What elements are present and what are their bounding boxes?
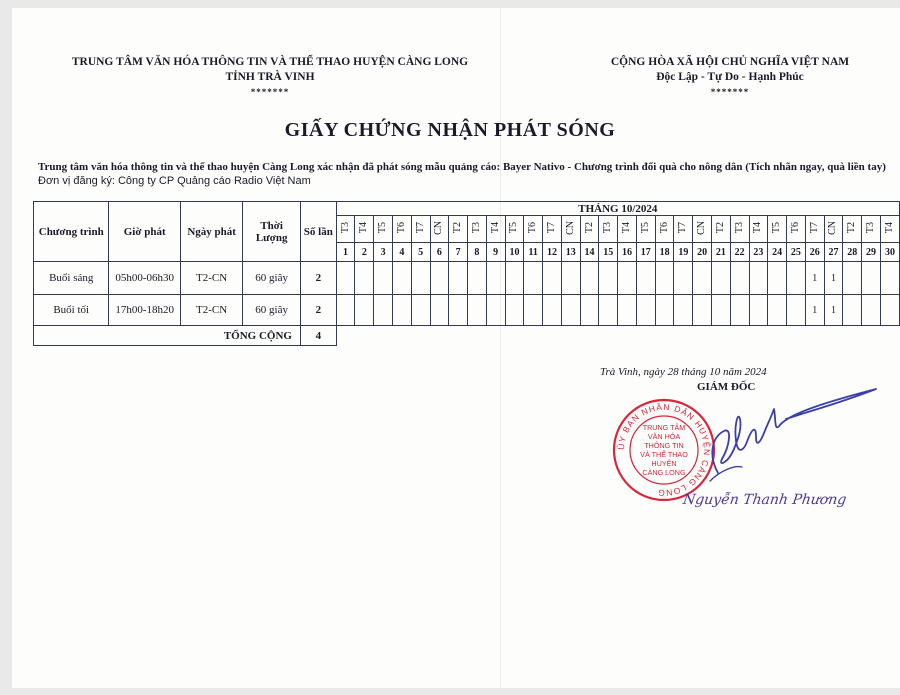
mark-cell xyxy=(599,262,618,295)
mark-cell xyxy=(543,262,562,295)
document-page xyxy=(12,8,900,688)
weekday-header: CN xyxy=(693,216,712,243)
document-title: GIẤY CHỨNG NHẬN PHÁT SÓNG xyxy=(284,119,616,141)
weekday-header: T3 xyxy=(730,216,749,243)
svg-text:HUYỆN: HUYỆN xyxy=(651,459,677,468)
header-days: Ngày phát xyxy=(180,202,242,262)
day-number-header: 8 xyxy=(468,243,487,262)
day-number-header: 9 xyxy=(486,243,505,262)
org-name: TRUNG TÂM VĂN HÓA THÔNG TIN VÀ THỂ THAO HUYỆN CÀNG LONG xyxy=(71,56,469,68)
mark-cell xyxy=(468,295,487,326)
weekday-header: T2 xyxy=(843,216,862,243)
header-duration: Thời Lượng xyxy=(243,202,301,262)
signer-name: Nguyễn Thanh Phương xyxy=(681,492,848,508)
day-number-header: 5 xyxy=(411,243,430,262)
mark-cell xyxy=(580,295,599,326)
mark-cell xyxy=(880,295,899,326)
weekday-header: T4 xyxy=(749,216,768,243)
header-right-stars: ******* xyxy=(710,87,750,97)
mark-cell xyxy=(730,295,749,326)
weekday-header: T3 xyxy=(862,216,881,243)
header-month: THÁNG 10/2024 xyxy=(336,202,899,216)
mark-cell xyxy=(449,262,468,295)
mark-cell xyxy=(655,295,674,326)
weekday-header: T3 xyxy=(599,216,618,243)
row-count: 2 xyxy=(300,262,336,295)
mark-cell xyxy=(655,262,674,295)
table-row xyxy=(34,262,900,295)
mark-cell xyxy=(693,295,712,326)
mark-cell xyxy=(486,262,505,295)
mark-cell: 1 xyxy=(805,262,824,295)
mark-cell xyxy=(749,262,768,295)
mark-cell xyxy=(843,295,862,326)
country-name: CỘNG HÒA XÃ HỘI CHỦ NGHĨA VIỆT NAM xyxy=(610,56,850,68)
weekday-header: T5 xyxy=(636,216,655,243)
svg-text:VÀ THỂ THAO: VÀ THỂ THAO xyxy=(640,450,688,459)
day-number-header: 19 xyxy=(674,243,693,262)
weekday-header: T5 xyxy=(768,216,787,243)
weekday-header: CN xyxy=(824,216,843,243)
intro-paragraph: Trung tâm văn hóa thông tin và thể thao huyện Càng Long xác nhận đã phát sóng mẫu quảng cáo: Bayer Nativo - Chương trình đổi quà cho nông dân (Tích nhãn ngay, quà liền tay) xyxy=(38,161,886,173)
mark-cell xyxy=(862,295,881,326)
mark-cell xyxy=(618,262,637,295)
day-number-header: 6 xyxy=(430,243,449,262)
mark-cell: 1 xyxy=(824,295,843,326)
mark-cell xyxy=(468,262,487,295)
weekday-header: T7 xyxy=(543,216,562,243)
mark-cell xyxy=(355,262,374,295)
mark-cell xyxy=(768,262,787,295)
mark-cell xyxy=(561,295,580,326)
header-count: Số lần xyxy=(300,202,336,262)
mark-cell: 1 xyxy=(824,262,843,295)
mark-cell xyxy=(862,262,881,295)
total-row xyxy=(34,326,900,346)
mark-cell xyxy=(543,295,562,326)
mark-cell xyxy=(561,262,580,295)
mark-cell xyxy=(486,295,505,326)
weekday-header: T3 xyxy=(336,216,355,243)
header-left-stars: ******* xyxy=(250,87,290,97)
row-duration: 60 giây xyxy=(243,295,301,326)
day-number-header: 14 xyxy=(580,243,599,262)
day-number-header: 2 xyxy=(355,243,374,262)
mark-cell xyxy=(787,295,806,326)
header-program: Chương trình xyxy=(34,202,109,262)
weekday-header: T2 xyxy=(711,216,730,243)
page-fold xyxy=(500,8,501,688)
mark-cell xyxy=(787,262,806,295)
row-program: Buổi tối xyxy=(34,295,109,326)
weekday-header: T2 xyxy=(449,216,468,243)
mark-cell xyxy=(636,262,655,295)
weekday-header: CN xyxy=(561,216,580,243)
weekday-header: T7 xyxy=(411,216,430,243)
weekday-header: T6 xyxy=(787,216,806,243)
weekday-header: T3 xyxy=(468,216,487,243)
mark-cell xyxy=(336,262,355,295)
day-number-header: 18 xyxy=(655,243,674,262)
day-number-header: 17 xyxy=(636,243,655,262)
header-left xyxy=(55,55,485,100)
svg-text:CÀNG LONG: CÀNG LONG xyxy=(642,468,686,477)
day-number-header: 29 xyxy=(862,243,881,262)
mark-cell xyxy=(411,295,430,326)
mark-cell xyxy=(430,295,449,326)
signature-date: Trà Vinh, ngày 28 tháng 10 năm 2024 xyxy=(600,366,767,378)
mark-cell xyxy=(580,262,599,295)
mark-cell xyxy=(636,295,655,326)
weekday-header: T4 xyxy=(618,216,637,243)
day-number-header: 21 xyxy=(711,243,730,262)
svg-text:THÔNG TIN: THÔNG TIN xyxy=(644,441,684,450)
mark-cell xyxy=(674,295,693,326)
mark-cell xyxy=(392,262,411,295)
weekday-header: T4 xyxy=(486,216,505,243)
mark-cell xyxy=(730,262,749,295)
weekday-header: T6 xyxy=(392,216,411,243)
row-duration: 60 giây xyxy=(243,262,301,295)
day-number-header: 4 xyxy=(392,243,411,262)
day-number-header: 10 xyxy=(505,243,524,262)
total-value: 4 xyxy=(300,326,336,346)
row-program: Buổi sáng xyxy=(34,262,109,295)
total-label: TỔNG CỘNG xyxy=(34,326,301,346)
weekday-header: T7 xyxy=(805,216,824,243)
mark-cell xyxy=(411,262,430,295)
handwritten-signature-icon xyxy=(690,385,890,495)
mark-cell xyxy=(711,295,730,326)
day-number-header: 23 xyxy=(749,243,768,262)
total-row-empty xyxy=(336,326,899,346)
mark-cell xyxy=(374,295,393,326)
mark-cell xyxy=(711,262,730,295)
header-time: Giờ phát xyxy=(109,202,180,262)
weekday-header: T2 xyxy=(580,216,599,243)
province-name: TỈNH TRÀ VINH xyxy=(225,71,315,83)
weekday-header: T6 xyxy=(524,216,543,243)
day-number-header: 22 xyxy=(730,243,749,262)
row-time: 17h00-18h20 xyxy=(109,295,180,326)
mark-cell xyxy=(505,295,524,326)
day-number-header: 16 xyxy=(618,243,637,262)
broadcast-table xyxy=(33,201,900,346)
weekday-header: T4 xyxy=(355,216,374,243)
mark-cell xyxy=(336,295,355,326)
svg-text:TRUNG TÂM: TRUNG TÂM xyxy=(642,423,686,432)
mark-cell xyxy=(449,295,468,326)
day-number-header: 28 xyxy=(843,243,862,262)
mark-cell xyxy=(524,295,543,326)
table-row xyxy=(34,295,900,326)
svg-text:VĂN HÓA: VĂN HÓA xyxy=(647,432,681,441)
mark-cell xyxy=(524,262,543,295)
weekday-header: T5 xyxy=(505,216,524,243)
motto: Độc Lập - Tự Do - Hạnh Phúc xyxy=(656,71,804,83)
weekday-header: T6 xyxy=(655,216,674,243)
mark-cell xyxy=(374,262,393,295)
day-number-header: 13 xyxy=(561,243,580,262)
weekday-header: T5 xyxy=(374,216,393,243)
mark-cell xyxy=(693,262,712,295)
mark-cell xyxy=(599,295,618,326)
mark-cell xyxy=(674,262,693,295)
registered-unit: Đơn vị đăng ký: Công ty CP Quảng cáo Radio Việt Nam xyxy=(38,175,311,187)
mark-cell xyxy=(749,295,768,326)
mark-cell xyxy=(505,262,524,295)
day-number-header: 25 xyxy=(787,243,806,262)
mark-cell: 1 xyxy=(805,295,824,326)
mark-cell xyxy=(430,262,449,295)
day-number-header: 15 xyxy=(599,243,618,262)
mark-cell xyxy=(768,295,787,326)
row-count: 2 xyxy=(300,295,336,326)
mark-cell xyxy=(392,295,411,326)
signer-role: GIÁM ĐỐC xyxy=(697,381,756,393)
day-number-header: 3 xyxy=(374,243,393,262)
day-number-header: 11 xyxy=(524,243,543,262)
row-days: T2-CN xyxy=(180,262,242,295)
day-number-header: 12 xyxy=(543,243,562,262)
day-number-header: 24 xyxy=(768,243,787,262)
row-days: T2-CN xyxy=(180,295,242,326)
day-number-header: 27 xyxy=(824,243,843,262)
mark-cell xyxy=(618,295,637,326)
header-right xyxy=(570,55,890,100)
row-time: 05h00-06h30 xyxy=(109,262,180,295)
mark-cell xyxy=(355,295,374,326)
day-number-header: 20 xyxy=(693,243,712,262)
weekday-header: T4 xyxy=(880,216,899,243)
weekday-header: CN xyxy=(430,216,449,243)
day-number-header: 26 xyxy=(805,243,824,262)
mark-cell xyxy=(843,262,862,295)
mark-cell xyxy=(880,262,899,295)
weekday-header: T7 xyxy=(674,216,693,243)
seal-ring-text: ỦY BAN NHÂN DÂN HUYỆN CÀNG LONG xyxy=(615,401,713,499)
day-number-header: 7 xyxy=(449,243,468,262)
day-number-header: 1 xyxy=(336,243,355,262)
day-number-header: 30 xyxy=(880,243,899,262)
